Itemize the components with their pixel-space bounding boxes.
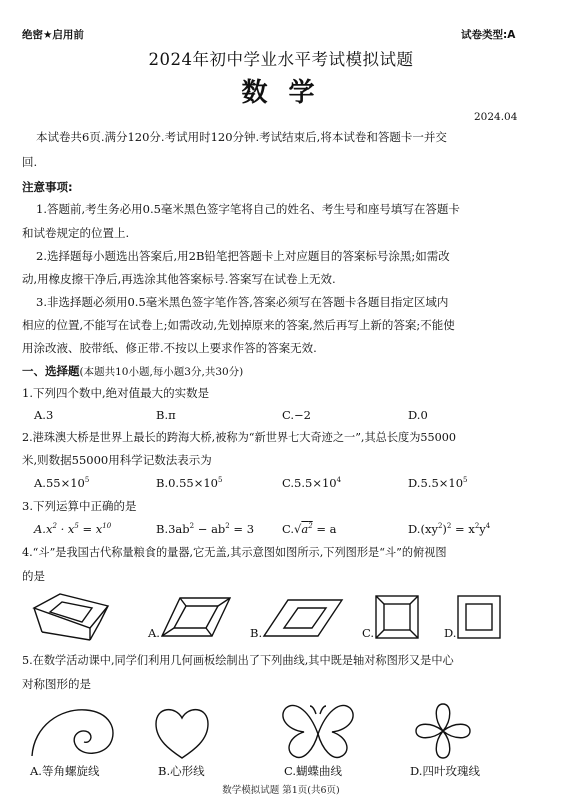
q4-stem-line-2: 的是 <box>22 569 45 583</box>
q2-stem-line-1: 2.港珠澳大桥是世界上最长的跨海大桥,被称为“新世界七大奇迹之一”,其总长度为55000 <box>22 431 457 444</box>
q4-option-a-figure <box>160 596 232 638</box>
notes-heading: 注意事项: <box>22 180 73 194</box>
q5-stem-line-1: 5.在数学活动课中,同学们利用几何画板绘制出了下列曲线,其中既是轴对称图形又是中心 <box>22 654 454 667</box>
note-3-line-2: 相应的位置,不能写在试卷上;如需改动,先划掉原来的答案,然后再写上新的答案;不能使 <box>22 318 455 332</box>
q5-option-a: A.等角螺旋线 <box>30 764 100 778</box>
q2-option-a: $A.55\times 10^5$ <box>34 476 90 490</box>
section-1-note: (本题共10小题,每小题3分,共30分) <box>79 366 244 378</box>
note-2-line-1: 2.选择题每小题选出答案后,用2B铅笔把答题卡上对应题目的答案标号涂黑;如需改 <box>36 249 450 263</box>
intro-line-2: 回. <box>22 155 38 169</box>
q1-option-a: A.3 <box>34 408 54 422</box>
q2-option-b: $B.0.55\times 10^5$ <box>156 476 223 490</box>
paper-type-label: 试卷类型:A <box>461 29 516 41</box>
q2-option-c: $C.5.5\times 10^4$ <box>282 476 342 490</box>
q3-option-a: $A.x^2 \cdot x^5 = x^{10}$ <box>34 522 112 536</box>
subject-title: 数 学 <box>241 78 321 108</box>
q5-option-d: D.四叶玫瑰线 <box>410 764 480 778</box>
section-1-title: 一、选择题 <box>22 364 80 378</box>
q1-option-d: D.0 <box>408 408 428 422</box>
q5-option-b: B.心形线 <box>158 764 205 778</box>
dou-vessel-figure <box>30 592 110 642</box>
confidential-label: 绝密★启用前 <box>22 29 84 41</box>
q4-stem-line-1: 4.“斗”是我国古代称量粮食的量器,它无盖,其示意图如图所示,下列图形是“斗”的俯视图 <box>22 546 447 559</box>
q2-stem-line-2: 米,则数据55000用科学记数法表示为 <box>22 453 212 467</box>
q4-option-b: B. <box>250 626 263 640</box>
q4-option-c: C. <box>362 626 375 640</box>
q4-option-a: A. <box>148 626 160 640</box>
q3-option-c: $C.√a^2 = a$ <box>282 522 337 536</box>
butterfly-curve-figure <box>280 702 356 762</box>
q2-option-d: $D.5.5\times 10^5$ <box>408 476 468 490</box>
q3-option-d: $D.(xy^2)^2 = x^2y^4$ <box>408 522 491 536</box>
page-footer: 数学模拟试题 第1页(共6页) <box>222 785 340 796</box>
q5-stem-line-2: 对称图形的是 <box>22 677 91 691</box>
q4-option-d: D. <box>444 626 457 640</box>
q4-option-c-figure <box>374 594 420 640</box>
cardioid-figure <box>152 704 212 760</box>
q1-option-c: C.−2 <box>282 408 311 422</box>
q1-option-b: B.π <box>156 408 176 422</box>
section-1-heading <box>22 364 243 379</box>
four-leaf-rose-figure <box>414 702 472 760</box>
note-1-line-2: 和试卷规定的位置上. <box>22 226 130 240</box>
q3-stem: 3.下列运算中正确的是 <box>22 499 137 513</box>
note-1-line-1: 1.答题前,考生务必用0.5毫米黑色签字笔将自己的姓名、考生号和座号填写在答题卡 <box>36 202 460 216</box>
equiangular-spiral-figure <box>30 706 120 758</box>
note-3-line-1: 3.非选择题必须用0.5毫米黑色签字笔作答,答案必须写在答题卡各题目指定区域内 <box>36 295 449 309</box>
exam-title: 2024年初中学业水平考试模拟试题 <box>148 50 414 69</box>
intro-line-1: 本试卷共6页.满分120分.考试用时120分钟.考试结束后,将本试卷和答题卡一并交 <box>36 130 447 144</box>
q4-option-d-figure <box>456 594 502 640</box>
q1-stem: 1.下列四个数中,绝对值最大的实数是 <box>22 386 210 400</box>
q3-option-b: $B.3ab^2 - ab^2 = 3$ <box>156 522 255 536</box>
exam-date: 2024.04 <box>474 111 518 123</box>
q5-option-c: C.蝴蝶曲线 <box>284 764 343 778</box>
q4-option-b-figure <box>262 598 344 638</box>
note-2-line-2: 动,用橡皮擦干净后,再选涂其他答案标号.答案写在试卷上无效. <box>22 272 336 286</box>
note-3-line-3: 用涂改液、胶带纸、修正带.不按以上要求作答的答案无效. <box>22 341 317 355</box>
